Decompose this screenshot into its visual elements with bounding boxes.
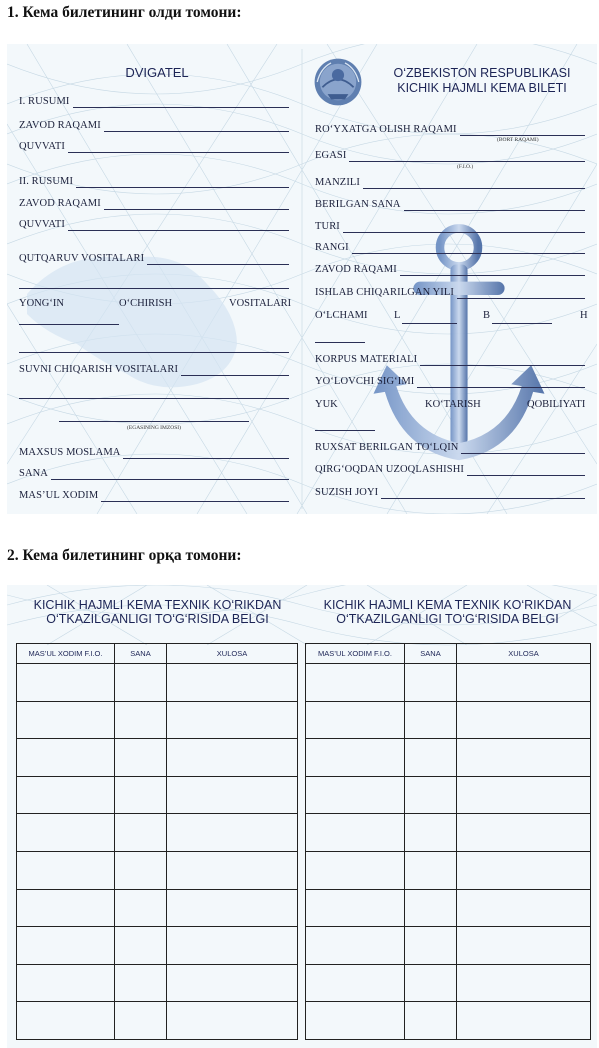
date-cell[interactable] [115, 889, 167, 927]
payload-label-1: YUK [315, 399, 338, 410]
hull-serial-field[interactable]: ZAVOD RAQAMI [315, 264, 585, 276]
officer-cell[interactable] [17, 776, 115, 814]
col-conclusion-header: XULOSA [167, 644, 298, 664]
conclusion-cell[interactable] [457, 776, 591, 814]
conclusion-cell[interactable] [167, 664, 298, 702]
conclusion-cell[interactable] [167, 776, 298, 814]
fire-label-2: O‘CHIRISH [119, 298, 173, 309]
table-row [17, 701, 298, 739]
passenger-capacity-field[interactable]: YO‘LOVCHI SIG‘IMI [315, 376, 585, 388]
inspection-title-left-2: O‘TKAZILGANLIGI TO‘G‘RISIDA BELGI [46, 612, 269, 626]
bilge-equipment-field[interactable]: SUVNI CHIQARISH VOSITALARI [19, 364, 289, 376]
date-cell[interactable] [405, 927, 457, 965]
allowed-wave-field[interactable]: RUXSAT BERILGAN TO‘LQIN [315, 442, 585, 454]
officer-cell[interactable] [306, 664, 405, 702]
date-cell[interactable] [115, 776, 167, 814]
conclusion-cell[interactable] [167, 1002, 298, 1040]
section-back-heading: 2. Кема билетининг орқа томони: [7, 547, 242, 564]
conclusion-cell[interactable] [167, 927, 298, 965]
date-cell[interactable] [115, 927, 167, 965]
payload-label-3: QOBILIYATI [527, 399, 586, 410]
officer-cell[interactable] [17, 927, 115, 965]
date-cell[interactable] [115, 664, 167, 702]
table-row [306, 1002, 591, 1040]
navigation-area-field[interactable]: SUZISH JOYI [315, 487, 585, 499]
responsible-officer-field[interactable]: MAS’UL XODIM [19, 490, 289, 502]
fire-equipment-line2[interactable] [19, 352, 289, 353]
col-date-header: SANA [405, 644, 457, 664]
date-cell[interactable] [115, 701, 167, 739]
date-cell[interactable] [115, 851, 167, 889]
officer-cell[interactable] [306, 701, 405, 739]
date-cell[interactable] [405, 851, 457, 889]
officer-cell[interactable] [306, 739, 405, 777]
address-field[interactable]: MANZILI [315, 177, 585, 189]
date-cell[interactable] [405, 964, 457, 1002]
table-row [306, 776, 591, 814]
manufacture-year-field[interactable]: ISHLAB CHIQARILGAN YILI [315, 287, 585, 299]
table-row [306, 701, 591, 739]
table-row [306, 851, 591, 889]
conclusion-cell[interactable] [457, 889, 591, 927]
table-row [17, 1002, 298, 1040]
table-row [306, 964, 591, 1002]
table-row [17, 664, 298, 702]
hull-material-field[interactable]: KORPUS MATERIALI [315, 354, 585, 366]
inspection-table-left [16, 643, 298, 1040]
date-cell[interactable] [115, 964, 167, 1002]
payload-label-2: KO‘TARISH [425, 399, 481, 410]
ticket-front [7, 44, 597, 514]
dimension-b-line[interactable] [492, 323, 552, 324]
republic-title: O‘ZBEKISTON RESPUBLIKASI [393, 66, 571, 80]
table-row [17, 739, 298, 777]
table-row [17, 776, 298, 814]
engine2-power-field[interactable]: QUVVATI [19, 219, 289, 231]
date-cell[interactable] [405, 664, 457, 702]
conclusion-cell[interactable] [167, 739, 298, 777]
engine1-power-field[interactable]: QUVVATI [19, 141, 289, 153]
type-field[interactable]: TURI [315, 221, 585, 233]
inspection-title-right-2: O‘TKAZILGANLIGI TO‘G‘RISIDA BELGI [336, 612, 559, 626]
col-officer-header: MAS’UL XODIM F.I.O. [306, 644, 405, 664]
officer-cell[interactable] [17, 664, 115, 702]
conclusion-cell[interactable] [167, 851, 298, 889]
officer-cell[interactable] [306, 1002, 405, 1040]
special-device-field[interactable]: MAXSUS MOSLAMA [19, 447, 289, 459]
conclusion-cell[interactable] [457, 701, 591, 739]
date-cell[interactable] [115, 1002, 167, 1040]
table-row [17, 964, 298, 1002]
officer-cell[interactable] [306, 964, 405, 1002]
date-cell[interactable] [405, 889, 457, 927]
rescue-equipment-field[interactable]: QUTQARUV VOSITALARI [19, 253, 289, 265]
dimension-h-label: H [580, 310, 588, 321]
rescue-equipment-line2[interactable] [19, 288, 289, 289]
date-cell[interactable] [405, 814, 457, 852]
state-emblem-icon [312, 56, 364, 108]
fire-equipment-line1[interactable] [19, 324, 119, 325]
officer-cell[interactable] [17, 814, 115, 852]
dimension-l-line[interactable] [402, 323, 457, 324]
table-row [306, 739, 591, 777]
date-cell[interactable] [405, 701, 457, 739]
conclusion-cell[interactable] [457, 739, 591, 777]
table-row [306, 814, 591, 852]
conclusion-cell[interactable] [167, 889, 298, 927]
payload-line[interactable] [315, 430, 375, 431]
conclusion-cell[interactable] [457, 964, 591, 1002]
ticket-title: KICHIK HAJMLI KEMA BILETI [397, 81, 567, 95]
bilge-equipment-line2[interactable] [19, 398, 289, 399]
conclusion-cell[interactable] [167, 701, 298, 739]
officer-cell[interactable] [17, 964, 115, 1002]
conclusion-cell[interactable] [167, 964, 298, 1002]
officer-cell[interactable] [17, 701, 115, 739]
section-front-heading: 1. Кема билетининг олди томони: [7, 4, 242, 21]
officer-cell[interactable] [306, 927, 405, 965]
dimensions-label: O‘LCHAMI [315, 310, 368, 321]
date-cell[interactable] [405, 1002, 457, 1040]
inspection-title-right-1: KICHIK HAJMLI KEMA TEXNIK KO‘RIKDAN [323, 598, 572, 612]
dimension-b-label: B [483, 310, 491, 321]
table-row [306, 664, 591, 702]
inspection-title-left-1: KICHIK HAJMLI KEMA TEXNIK KO‘RIKDAN [33, 598, 282, 612]
owner-field[interactable]: EGASI [315, 150, 585, 162]
inspection-table-right [305, 643, 591, 1040]
conclusion-cell[interactable] [457, 664, 591, 702]
table-row [17, 889, 298, 927]
owner-signature-caption: (EGASINING IMZOSI) [127, 425, 181, 431]
bort-caption: (BORT RAQAMI) [497, 137, 539, 143]
engine2-model-field[interactable]: II. RUSUMI [19, 176, 289, 188]
date-cell[interactable] [115, 814, 167, 852]
conclusion-cell[interactable] [457, 814, 591, 852]
dimension-h-line[interactable] [315, 342, 365, 343]
officer-cell[interactable] [17, 889, 115, 927]
conclusion-cell[interactable] [457, 1002, 591, 1040]
registration-number-field[interactable]: RO‘YXATGA OLISH RAQAMI [315, 124, 585, 136]
date-cell[interactable] [405, 739, 457, 777]
issue-date-field[interactable]: BERILGAN SANA [315, 199, 585, 211]
engine-title: DVIGATEL [125, 65, 189, 80]
fio-caption: (F.I.O.) [457, 164, 474, 170]
col-conclusion-header: XULOSA [457, 644, 591, 664]
officer-cell[interactable] [17, 1002, 115, 1040]
col-date-header: SANA [115, 644, 167, 664]
officer-cell[interactable] [306, 776, 405, 814]
table-row [306, 927, 591, 965]
ticket-back [7, 585, 597, 1048]
officer-cell[interactable] [306, 851, 405, 889]
date-cell[interactable] [115, 739, 167, 777]
date-field[interactable]: SANA [19, 468, 289, 480]
shore-distance-field[interactable]: QIRG‘OQDAN UZOQLASHISHI [315, 464, 585, 476]
col-officer-header: MAS’UL XODIM F.I.O. [17, 644, 115, 664]
table-row [17, 814, 298, 852]
table-row [306, 889, 591, 927]
officer-cell[interactable] [306, 889, 405, 927]
fire-label-1: YONG‘IN [19, 298, 64, 309]
conclusion-cell[interactable] [457, 927, 591, 965]
officer-cell[interactable] [306, 814, 405, 852]
table-row [17, 851, 298, 889]
engine1-model-field[interactable]: I. RUSUMI [19, 96, 289, 108]
engine1-serial-field[interactable]: ZAVOD RAQAMI [19, 120, 289, 132]
fire-label-3: VOSITALARI [229, 298, 292, 309]
officer-cell[interactable] [17, 739, 115, 777]
engine2-serial-field[interactable]: ZAVOD RAQAMI [19, 198, 289, 210]
table-row [17, 927, 298, 965]
conclusion-cell[interactable] [457, 851, 591, 889]
dimension-l-label: L [394, 310, 401, 321]
conclusion-cell[interactable] [167, 814, 298, 852]
date-cell[interactable] [405, 776, 457, 814]
officer-cell[interactable] [17, 851, 115, 889]
color-field[interactable]: RANGI [315, 242, 585, 254]
owner-signature-line[interactable] [59, 421, 249, 422]
